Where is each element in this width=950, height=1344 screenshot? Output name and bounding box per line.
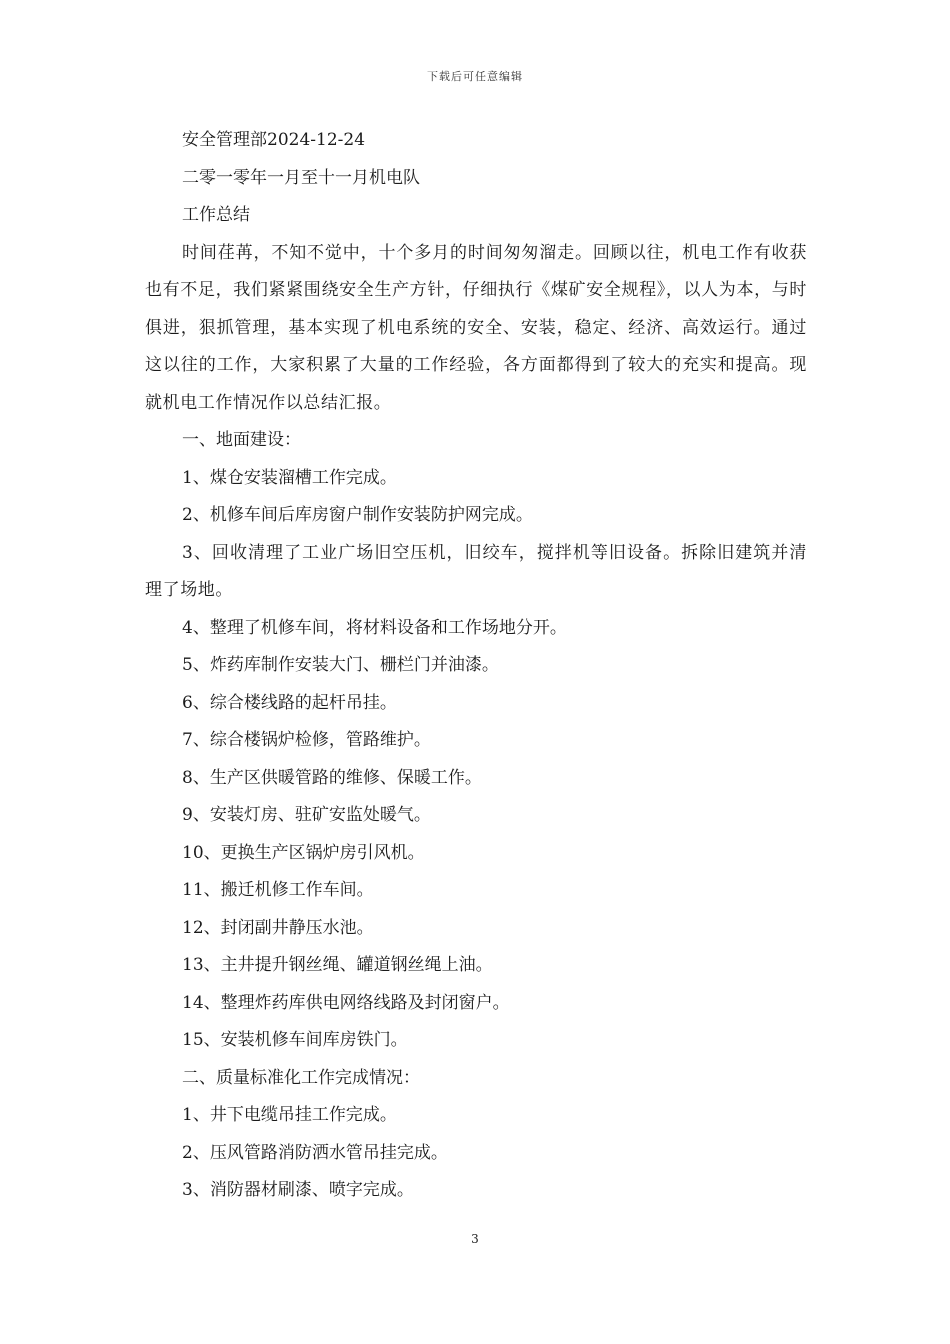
list-item: 3、消防器材刷漆、喷字完成。: [182, 1180, 414, 1200]
list-item: 2、压风管路消防洒水管吊挂完成。: [182, 1142, 448, 1163]
list-item: 3、回收清理了工业广场旧空压机，旧绞车，搅拌机等旧设备。拆除旧建筑并清理了场地。: [145, 542, 807, 600]
list-item: 14、整理炸药库供电网络线路及封闭窗户。: [182, 992, 510, 1013]
list-item: 1、井下电缆吊挂工作完成。: [182, 1105, 397, 1125]
list-item: 5、炸药库制作安装大门、栅栏门并油漆。: [182, 655, 499, 675]
report-title-line-1: 二零一零年一月至十一月机电队: [182, 167, 420, 188]
section-1-heading: 一、地面建设：: [182, 430, 301, 450]
report-title-line-2: 工作总结: [182, 205, 250, 225]
list-item: 1、煤仓安装溜槽工作完成。: [182, 467, 397, 488]
list-item: 10、更换生产区锅炉房引风机。: [182, 842, 425, 863]
department-date-line: 安全管理部2024-12-24: [182, 130, 366, 150]
list-item: 6、综合楼线路的起杆吊挂。: [182, 692, 397, 713]
header-note: 下载后可任意编辑: [427, 70, 523, 83]
list-item: 15、安装机修车间库房铁门。: [182, 1030, 408, 1050]
list-item: 9、安装灯房、驻矿安监处暖气。: [182, 805, 431, 825]
page-number: 3: [471, 1232, 479, 1246]
intro-paragraph: 时间荏苒，不知不觉中，十个多月的时间匆匆溜走。回顾以往，机电工作有收获也有不足，我们紧紧围绕安全生产方针，仔细执行《煤矿安全规程》，以人为本，与时俱进，狠抓管理，基本实现了机电系统的安全、安装，稳定、经济、高效运行。通过这以往的工作，大家积累了大量的工作经验，各方面都得到了较大的充实和提高。现就机电工作情况作以总结汇报。: [145, 242, 807, 413]
list-item: 8、生产区供暖管路的维修、保暖工作。: [182, 767, 482, 788]
list-item: 2、机修车间后库房窗户制作安装防护网完成。: [182, 505, 533, 525]
list-item: 12、封闭副井静压水池。: [182, 917, 374, 938]
list-item: 4、整理了机修车间，将材料设备和工作场地分开。: [182, 617, 567, 638]
list-item: 13、主井提升钢丝绳、罐道钢丝绳上油。: [182, 955, 493, 975]
section-2-heading: 二、质量标准化工作完成情况：: [182, 1067, 420, 1088]
list-item: 11、搬迁机修工作车间。: [182, 880, 374, 900]
list-item: 7、综合楼锅炉检修，管路维护。: [182, 730, 431, 750]
document-body: [145, 122, 807, 1210]
